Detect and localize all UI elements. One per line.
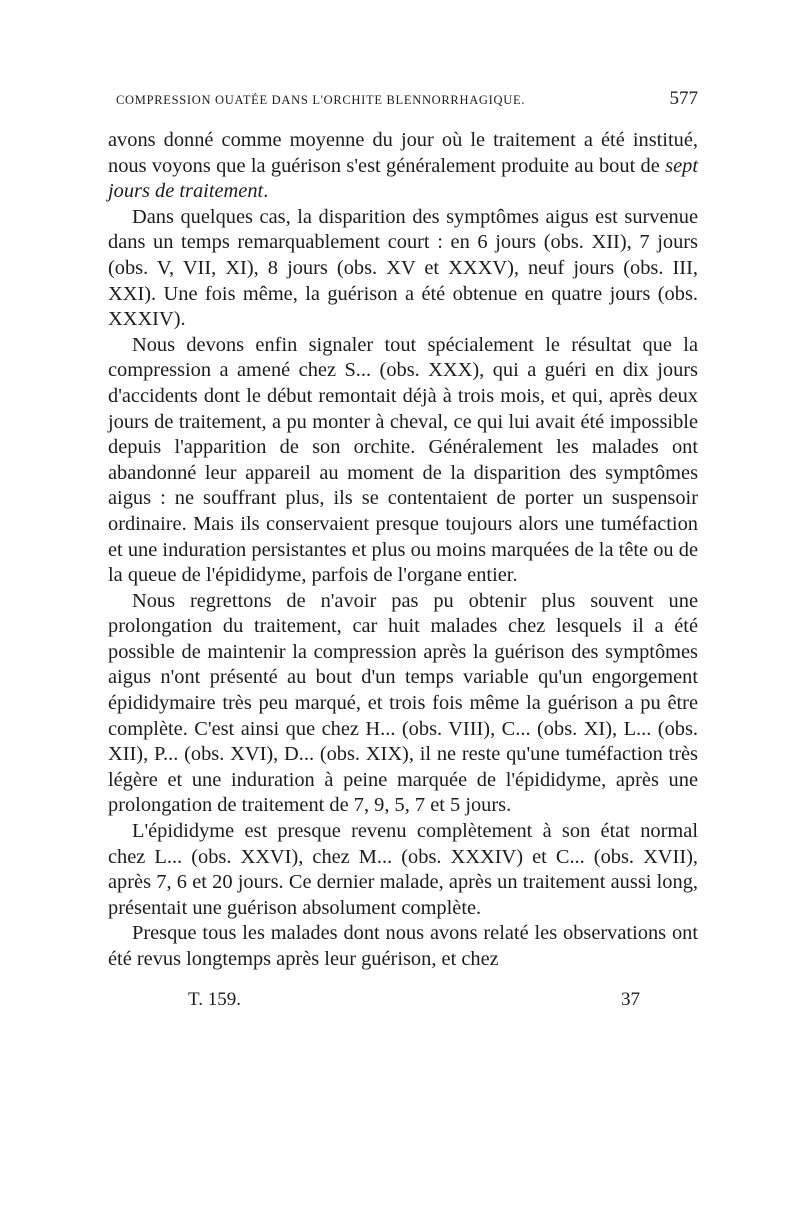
paragraph-2: Dans quelques cas, la disparition des symptômes aigus est survenue dans un temps remarquablement court : en 6 jours (obs. XII), 7 jours (obs. V, VII, XI), 8 jours (obs. XV et XXXV), neuf jours (obs. III, XXI). Une fois même, la guérison a été obtenue en quatre jours (obs. XXXIV). (108, 205, 698, 331)
paragraph-5: L'épididyme est presque revenu complètement à son état normal chez L... (obs. XXVI), chez M... (obs. XXXIV) et C... (obs. XVII), après 7, 6 et 20 jours. Ce dernier malade, après un traitement aussi long, présentait une guérison absolument complète. (108, 820, 698, 919)
sheet-number: 37 (621, 988, 640, 1010)
paragraph-1-italic: sept jours de traitement (108, 154, 698, 203)
paragraph-1-end: . (263, 180, 269, 203)
paragraph-3: Nous devons enfin signaler tout spécialement le résultat que la compression a amené chez S... (obs. XXX), qui a guéri en dix jours d'accidents dont le début remontait déjà à trois mois, et qui, après deux jours de traitement, a pu monter à cheval, ce qui lui avait été impossible depuis l'apparition de son orchite. Généralement les malades ont abandonné leur appareil au moment de la disparition des symptômes aigus : ne souffrant plus, ils se contentaient de porter un suspensoir ordinaire. Mais ils conservaient presque toujours alors une tuméfaction et une induration persistantes et plus ou moins marquées de la tête ou de la queue de l'épididyme, parfois de l'organe entier. (108, 333, 698, 587)
page-number: 577 (669, 88, 698, 109)
book-page (108, 88, 698, 1011)
paragraph-4: Nous regrettons de n'avoir pas pu obtenir plus souvent une prolongation du traitement, car huit malades chez lesquels il a été possible de maintenir la compression après la guérison des symptômes aigus n'ont présenté au bout d'un temps variable qu'un engorgement épididymaire très peu marqué, et trois fois même la guérison a pu être complète. C'est ainsi que chez H... (obs. VIII), C... (obs. XI), L... (obs. XII), P... (obs. XVI), D... (obs. XIX), il ne reste qu'une tuméfaction très légère et une induration à peine marquée de l'épididyme, après une prolongation de traitement de 7, 9, 5, 7 et 5 jours. (108, 589, 698, 817)
printer-signature: T. 159. (188, 988, 241, 1010)
paragraph-1-text: avons donné comme moyenne du jour où le traitement a été institué, nous voyons que la guérison s'est généralement produite au bout de (108, 129, 698, 177)
page-footer (108, 989, 698, 1011)
running-title: COMPRESSION OUATÉE DANS L'ORCHITE BLENNORRHAGIQUE. (116, 93, 526, 107)
paragraph-6: Presque tous les malades dont nous avons relaté les observations ont été revus longtemps après leur guérison, et chez (108, 922, 698, 970)
paragraph-1 (108, 128, 698, 205)
body-text (108, 128, 698, 973)
running-head (108, 88, 698, 128)
